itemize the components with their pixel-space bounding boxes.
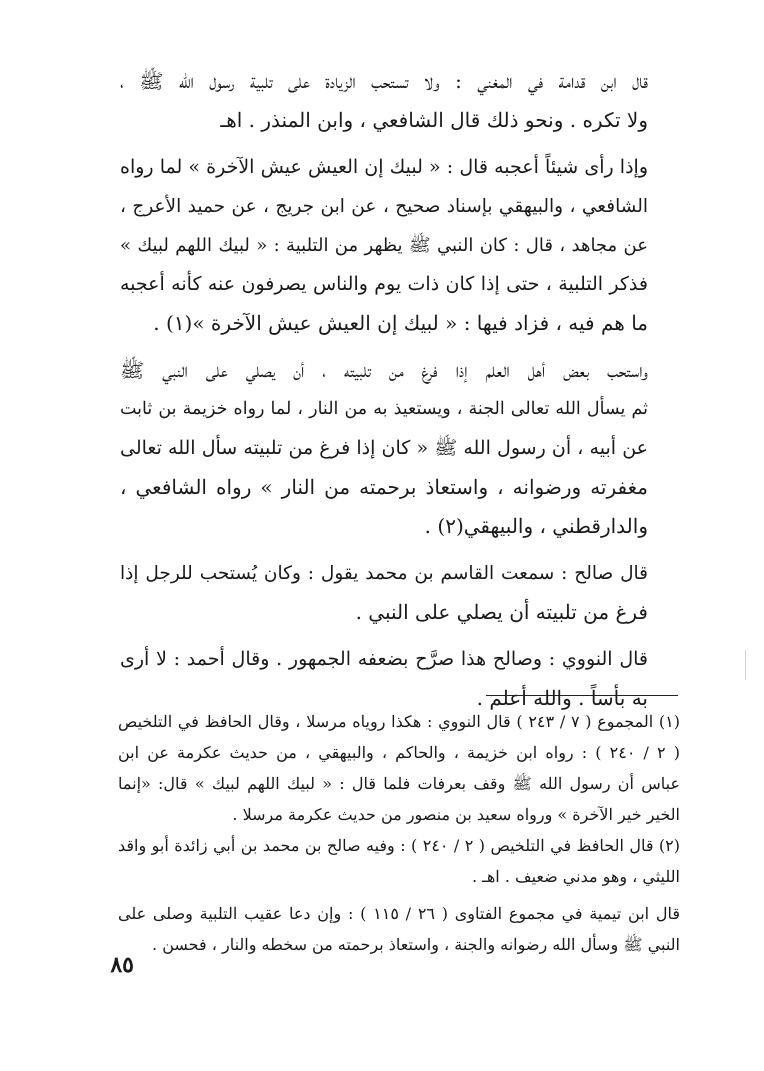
paragraph-labbayk-akhira bbox=[120, 148, 648, 343]
footnote-2 bbox=[118, 830, 680, 892]
footnote-divider bbox=[486, 695, 678, 696]
paragraph-salih bbox=[120, 554, 648, 632]
footnote-line: قال ابن تيمية في مجموع الفتاوى ( ٢٦ / ١١٥ ) : وإن دعا عقيب التلبية وصلى على bbox=[118, 904, 680, 923]
text-line: ثم يسأل الله تعالى الجنة ، ويستعيذ به من النار ، لما رواه خزيمة بن ثابت bbox=[120, 399, 648, 419]
text-line: قال صالح : سمعت القاسم بن محمد يقول : وكان يُستحب للرجل إذا bbox=[120, 563, 648, 584]
footnote-1 bbox=[118, 706, 680, 830]
footnote-line: (٢) قال الحافظ في التلخيص ( ٢ / ٢٤٠ ) : وفيه صالح بن محمد بن أبي زائدة أبو واقد bbox=[118, 836, 681, 855]
footnotes-section bbox=[118, 706, 680, 960]
text-line: قال النووي : وصالح هذا صرَّح بضعفه الجمهور . وقال أحمد : لا أرى bbox=[120, 648, 648, 670]
text-line: مغفرته ورضوانه ، واستعاذ برحمته من النار » رواه الشافعي ، bbox=[120, 475, 648, 499]
text-line: واستحب بعض أهل العلم إذا فرغ من تلبيته ، أن يصلي على النبي ﷺ bbox=[120, 358, 648, 382]
footnote-2-ibn-taymiyya bbox=[118, 898, 680, 960]
text-line: عن أبيه ، أن رسول الله ﷺ « كان إذا فرغ من تلبيته سأل الله تعالى bbox=[120, 437, 648, 459]
footnote-line: النبي ﷺ وسأل الله رضوانه والجنة ، واستعاذ برحمته من سخطه والنار ، فحسن . bbox=[152, 935, 680, 954]
paragraph-ibn-qudama bbox=[120, 62, 648, 140]
text-line: ولا تكره . ونحو ذلك قال الشافعي ، وابن المنذر . اهـ bbox=[220, 108, 648, 132]
text-line: عن مجاهد ، قال : كان النبي ﷺ يظهر من التلبية : « لبيك اللهم لبيك » bbox=[120, 235, 648, 256]
main-text-body bbox=[120, 62, 648, 726]
footnote-line: (١) المجموع ( ٧ / ٢٤٣ ) قال النووي : هكذا روياه مرسلا ، وقال الحافظ في التلخيص bbox=[118, 712, 681, 731]
paragraph-salat-after-talbiya bbox=[120, 351, 648, 546]
text-line: الشافعي ، والبيهقي بإسناد صحيح ، عن ابن جريج ، عن حميد الأعرج ، bbox=[120, 196, 648, 217]
footnote-line: الخير خير الآخرة » ورواه سعيد بن منصور من حديث عكرمة مرسلا . bbox=[232, 805, 680, 824]
scan-edge-mark bbox=[745, 650, 746, 680]
footnote-line: عباس أن رسول الله ﷺ وقف بعرفات فلما قال : « لبيك اللهم لبيك » قال: «إنما bbox=[118, 774, 680, 793]
text-line: به بأساً . والله أعلم . bbox=[476, 686, 648, 710]
text-line: فرغ من تلبيته أن يصلي على النبي . bbox=[355, 600, 648, 624]
text-line: ما هم فيه ، فزاد فيها : « لبيك إن العيش عيش الآخرة »(١) . bbox=[153, 311, 648, 335]
text-line: والدارقطني ، والبيهقي(٢) . bbox=[424, 514, 648, 538]
footnote-line: الليثي ، وهو مدني ضعيف . اهـ . bbox=[472, 867, 680, 886]
footnote-line: ( ٢ / ٢٤٠ ) : رواه ابن خزيمة ، والحاكم ، والبيهقي ، من حديث عكرمة عن ابن bbox=[118, 743, 680, 762]
text-line: وإذا رأى شيئاً أعجبه قال : « لبيك إن العيش عيش الآخرة » لما رواه bbox=[120, 156, 648, 178]
page-number: ٨٥ bbox=[110, 952, 134, 978]
text-line: فذكر التلبية ، حتى إذا كان ذات يوم والناس يصرفون عنه كأنه أعجبه bbox=[120, 273, 648, 295]
text-line: قال ابن قدامة في المغني : ولا تستحب الزيادة على تلبية رسول الله ﷺ ، bbox=[120, 69, 648, 93]
